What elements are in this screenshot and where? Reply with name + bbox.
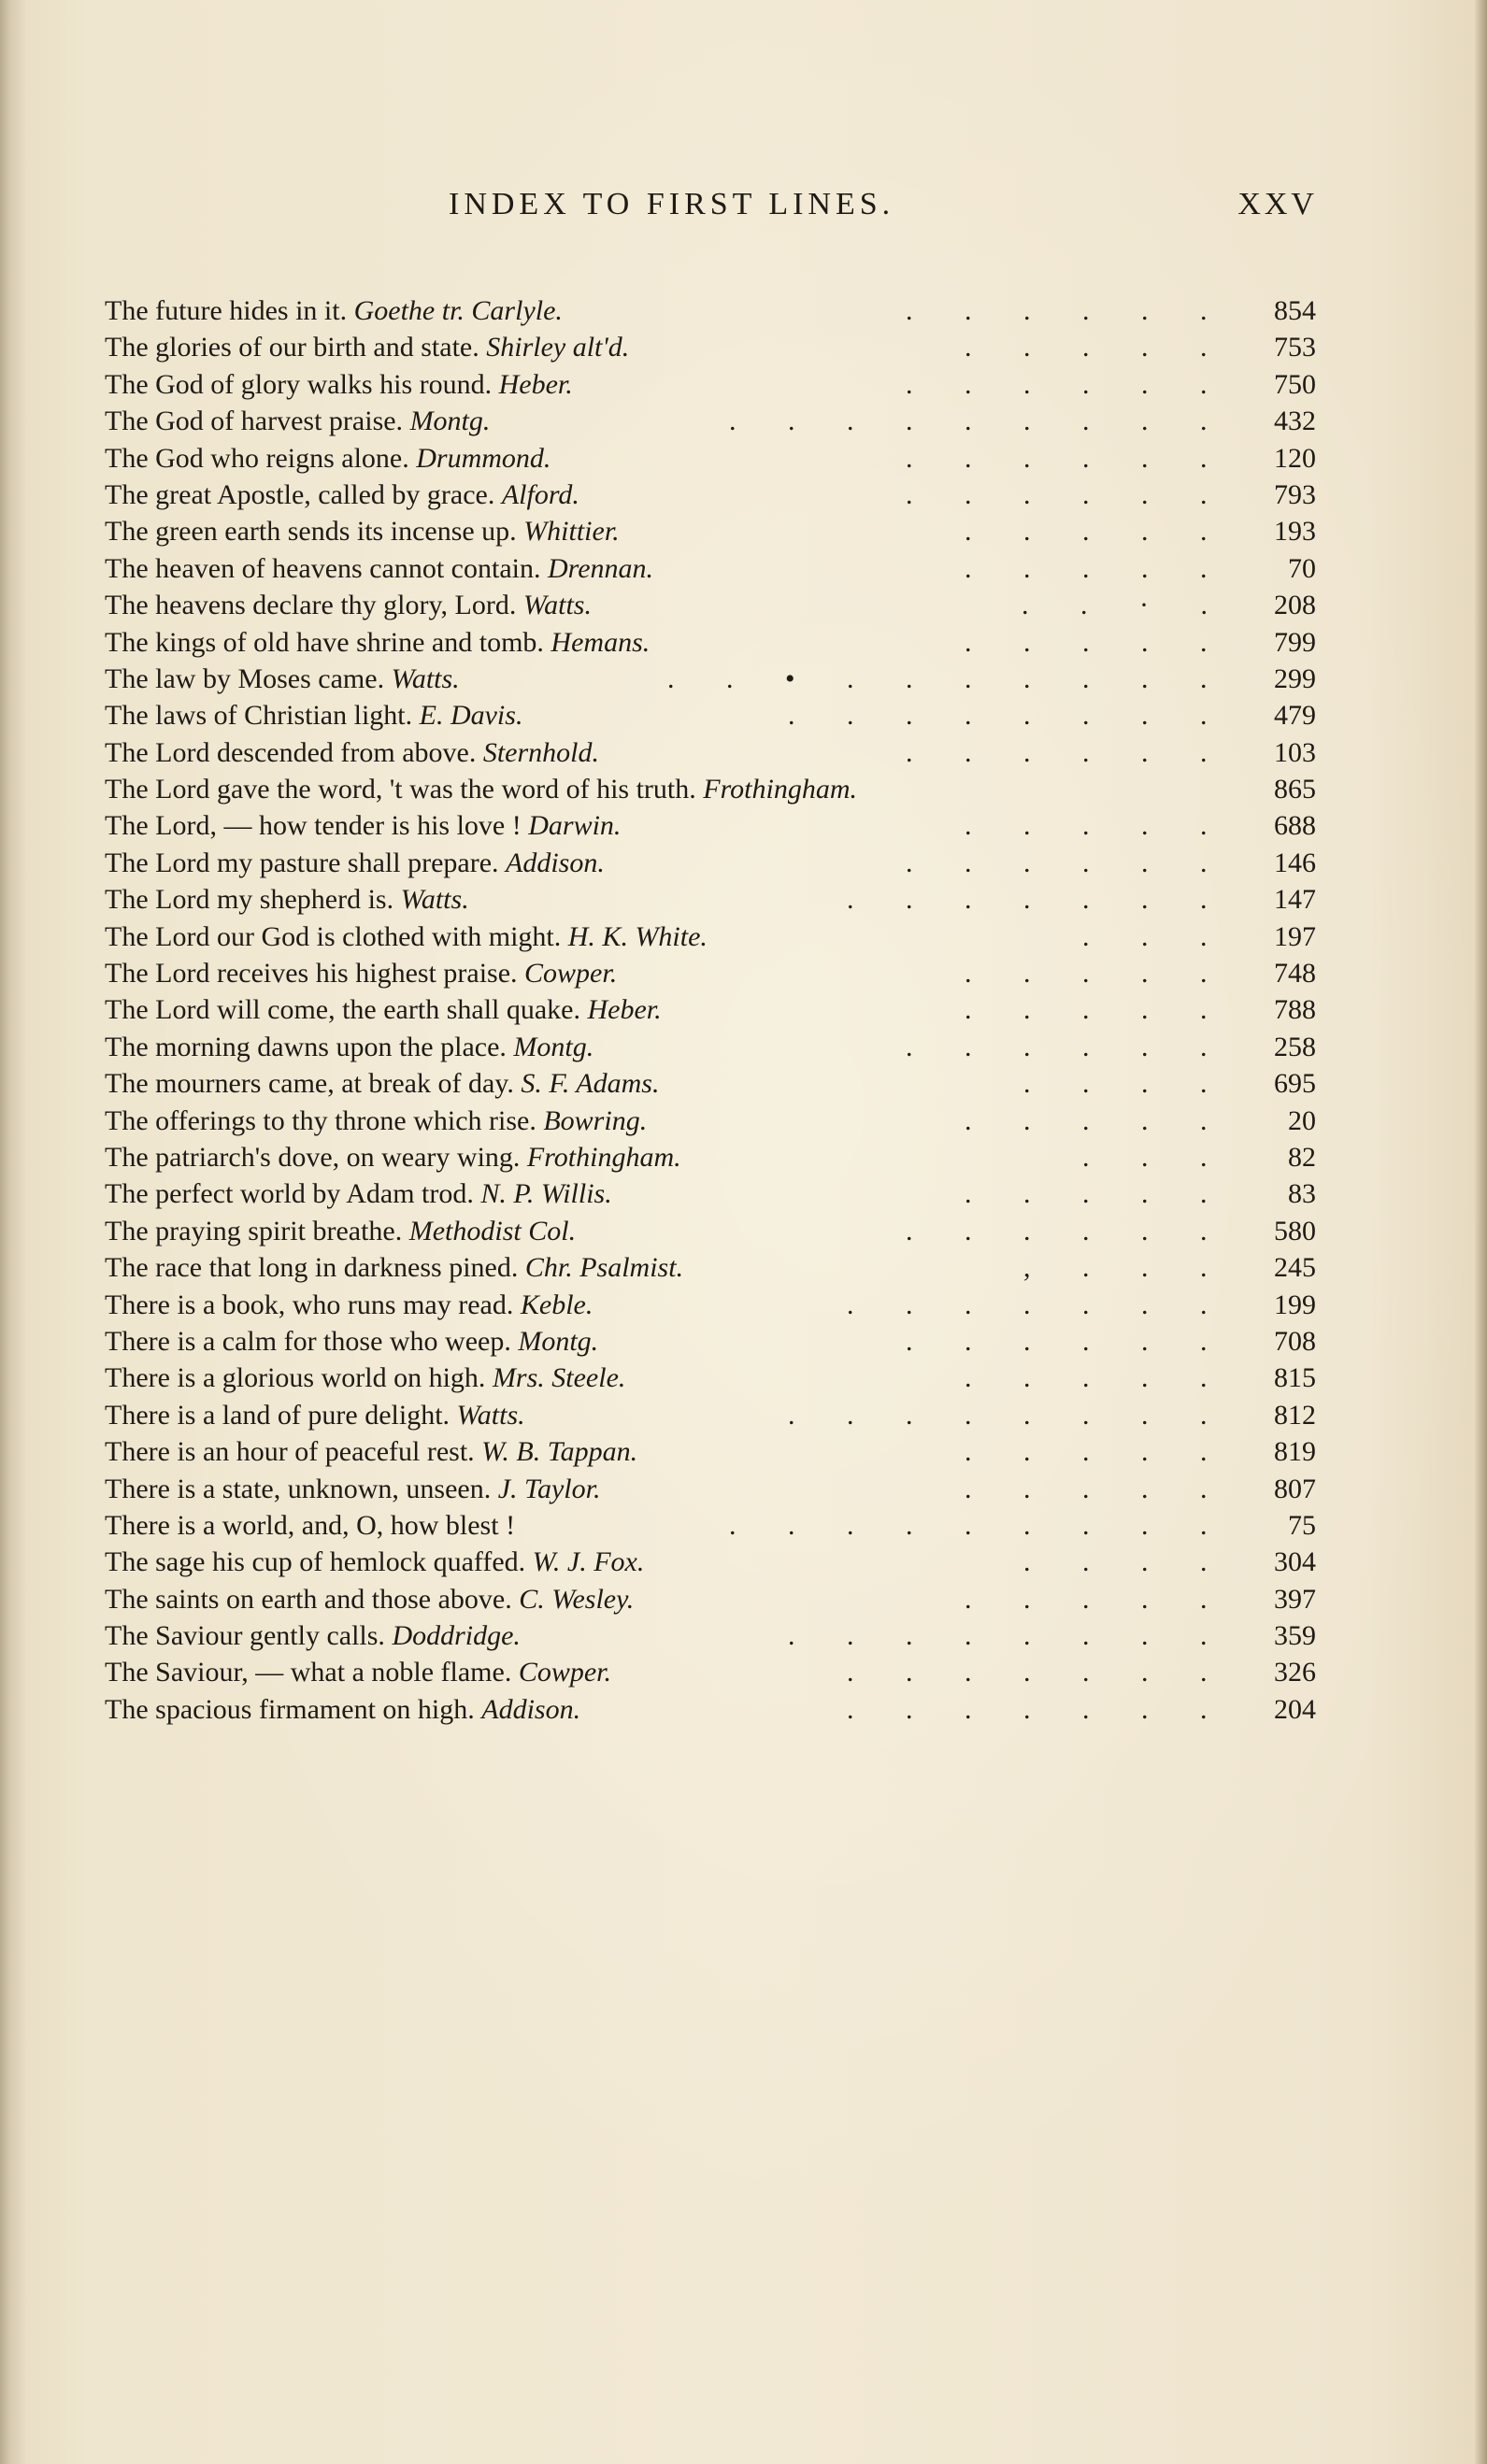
index-entry <box>105 661 1316 697</box>
first-line-text: The heaven of heavens cannot contain. <box>105 552 541 584</box>
dot-leaders: . . . . . <box>965 1583 1230 1615</box>
author-name: S. F. Adams. <box>521 1068 660 1100</box>
index-entry <box>105 1471 1316 1507</box>
author-name: Cowper. <box>524 958 618 990</box>
dot-leaders: . . . . . . . <box>847 1657 1230 1688</box>
page-number: 819 <box>1274 1436 1316 1468</box>
first-line-text: There is a land of pure delight. <box>105 1399 450 1431</box>
page-number: 812 <box>1274 1399 1316 1431</box>
first-line-text: The God of glory walks his round. <box>105 368 493 400</box>
entry-line <box>105 919 708 955</box>
page-number: 20 <box>1288 1104 1316 1136</box>
first-line-text: The sage his cup of hemlock quaffed. <box>105 1546 526 1578</box>
entry-line <box>105 624 650 661</box>
entry-line <box>105 513 620 549</box>
author-name: Drummond. <box>416 442 551 474</box>
page-number: 245 <box>1274 1252 1316 1284</box>
index-entry <box>105 807 1316 844</box>
entry-line <box>105 1323 598 1360</box>
page-number: 397 <box>1274 1583 1316 1615</box>
index-entry <box>105 881 1316 918</box>
first-line-text: The mourners came, at break of day. <box>105 1068 514 1100</box>
author-name: Watts. <box>456 1399 525 1431</box>
first-line-text: The law by Moses came. <box>105 662 385 694</box>
first-line-text: The Saviour, — what a noble flame. <box>105 1657 512 1688</box>
entry-line <box>105 955 617 991</box>
page-number: 479 <box>1274 700 1316 732</box>
author-name: Chr. Psalmist. <box>524 1252 684 1284</box>
dot-leaders: . . . . . <box>965 1362 1230 1394</box>
entry-line <box>105 1397 525 1433</box>
first-line-text: There is a state, unknown, unseen. <box>105 1473 492 1504</box>
first-line-text: The race that long in darkness pined. <box>105 1252 519 1284</box>
page-number: 70 <box>1288 552 1316 584</box>
entry-line <box>105 292 563 329</box>
entry-line <box>105 329 629 365</box>
dot-leaders: . . . . . . . . <box>788 1399 1230 1431</box>
page-number: 695 <box>1274 1068 1316 1100</box>
index-entry <box>105 1691 1316 1728</box>
index-entry <box>105 403 1316 439</box>
first-line-text: The Lord gave the word, 't was the word of his truth. <box>105 774 696 805</box>
index-entry <box>105 734 1316 771</box>
dot-leaders: . . . . . . . . <box>788 1620 1230 1652</box>
index-entry <box>105 919 1316 955</box>
dot-leaders: . . . . . . <box>906 1325 1230 1357</box>
dot-leaders: . . . . . . <box>906 478 1230 510</box>
entry-line <box>105 1581 634 1617</box>
dot-leaders: . . . . . <box>965 1104 1230 1136</box>
author-name: Heber. <box>587 994 662 1026</box>
dot-leaders: . . . . . <box>965 994 1230 1026</box>
page-number: 199 <box>1274 1289 1316 1320</box>
entry-line <box>105 697 522 734</box>
entry-line <box>105 1507 515 1544</box>
dot-leaders: . . . . . <box>965 516 1230 548</box>
dot-leaders: . . . . . <box>965 810 1230 842</box>
dot-leaders: . . . . . <box>965 1436 1230 1468</box>
page-number: 359 <box>1274 1620 1316 1652</box>
first-line-text: The future hides in it. <box>105 295 348 326</box>
entry-line <box>105 366 573 403</box>
first-line-text: The perfect world by Adam trod. <box>105 1178 474 1210</box>
entry-line <box>105 1287 593 1323</box>
spine-shadow <box>0 0 26 2464</box>
first-line-text: The green earth sends its incense up. <box>105 516 517 548</box>
index-entry <box>105 1213 1316 1249</box>
index-entry <box>105 1507 1316 1544</box>
dot-leaders: . . . . . <box>965 626 1230 658</box>
author-name: N. P. Willis. <box>480 1178 612 1210</box>
dot-leaders: . . . . . <box>965 332 1230 363</box>
index-entry <box>105 440 1316 477</box>
author-name: E. Davis. <box>419 700 523 732</box>
author-name: Watts. <box>400 884 469 916</box>
first-line-text: The great Apostle, called by grace. <box>105 478 495 510</box>
dot-leaders: . . . . . . . . . <box>729 1509 1230 1541</box>
author-name: Montg. <box>513 1031 594 1062</box>
entry-line <box>105 807 621 844</box>
author-name: Frothingham. <box>526 1141 681 1173</box>
page-number: 865 <box>1274 774 1316 805</box>
page-number: 708 <box>1274 1325 1316 1357</box>
page-header <box>103 187 1318 243</box>
author-name: Shirley alt'd. <box>486 332 630 363</box>
first-line-text: There is a book, who runs may read. <box>105 1289 514 1320</box>
first-line-text: The God of harvest praise. <box>105 406 404 437</box>
page-number: 193 <box>1274 516 1316 548</box>
entry-line <box>105 1433 637 1470</box>
entry-line <box>105 881 469 918</box>
dot-leaders: . . . . . . <box>906 1215 1230 1246</box>
entry-line <box>105 1691 580 1728</box>
first-line-text: The heavens declare thy glory, Lord. <box>105 590 517 621</box>
author-name: Addison. <box>506 847 605 878</box>
dot-leaders: . . . . . . <box>906 736 1230 768</box>
first-line-text: There is a world, and, O, how blest ! <box>105 1509 516 1541</box>
author-name: Watts. <box>522 590 592 621</box>
page-number: 748 <box>1274 958 1316 990</box>
dot-leaders: . . . . . . <box>906 847 1230 878</box>
index-entry <box>105 477 1316 513</box>
index-entry <box>105 1581 1316 1617</box>
first-line-text: The God who reigns alone. <box>105 442 409 474</box>
entry-line <box>105 845 605 881</box>
dot-leaders: . . . . . <box>965 552 1230 584</box>
entry-line <box>105 440 550 477</box>
index-entry <box>105 329 1316 365</box>
author-name: Goethe tr. Carlyle. <box>353 295 563 326</box>
index-entry <box>105 1323 1316 1360</box>
first-lines-index <box>105 292 1316 1728</box>
author-name: Watts. <box>391 662 460 694</box>
author-name: Whittier. <box>523 516 620 548</box>
author-name: C. Wesley. <box>519 1583 635 1615</box>
entry-line <box>105 403 490 439</box>
first-line-text: The praying spirit breathe. <box>105 1215 403 1246</box>
first-line-text: The Lord my pasture shall prepare. <box>105 847 499 878</box>
entry-line <box>105 771 857 807</box>
index-entry <box>105 587 1316 623</box>
entry-line <box>105 1471 600 1507</box>
dot-leaders: . . . . . . . <box>847 1289 1230 1320</box>
entry-line <box>105 1139 681 1175</box>
page-number: 807 <box>1274 1473 1316 1504</box>
page-number: 83 <box>1288 1178 1316 1210</box>
first-line-text: The patriarch's dove, on weary wing. <box>105 1141 521 1173</box>
index-entry <box>105 845 1316 881</box>
entry-line <box>105 1175 612 1212</box>
entry-line <box>105 1103 647 1139</box>
page-number: 82 <box>1288 1141 1316 1173</box>
index-entry <box>105 292 1316 329</box>
author-name: Drennan. <box>547 552 654 584</box>
author-name: Sternhold. <box>482 736 600 768</box>
index-entry <box>105 1249 1316 1286</box>
dot-leaders: . . . <box>1082 1141 1230 1173</box>
index-entry <box>105 1617 1316 1654</box>
first-line-text: The Lord will come, the earth shall quake. <box>105 994 580 1026</box>
entry-line <box>105 1213 576 1249</box>
page-number: 799 <box>1274 626 1316 658</box>
author-name: Cowper. <box>518 1657 612 1688</box>
author-name: Darwin. <box>528 810 622 842</box>
page-folio: XXV <box>1237 187 1318 221</box>
first-line-text: The glories of our birth and state. <box>105 332 479 363</box>
page-edge <box>1474 0 1487 2464</box>
page-number: 432 <box>1274 406 1316 437</box>
dot-leaders: . . . . . . <box>906 295 1230 326</box>
running-title: INDEX TO FIRST LINES. <box>449 187 895 221</box>
first-line-text: There is an hour of peaceful rest. <box>105 1436 475 1468</box>
dot-leaders: . . . . . <box>965 958 1230 990</box>
author-name: Frothingham. <box>703 774 857 805</box>
first-line-text: The Lord descended from above. <box>105 736 477 768</box>
page-number: 208 <box>1274 590 1316 621</box>
index-entry <box>105 1103 1316 1139</box>
first-line-text: The spacious firmament on high. <box>105 1693 475 1725</box>
author-name: W. J. Fox. <box>532 1546 645 1578</box>
author-name: Montg. <box>518 1325 599 1357</box>
author-name: Methodist Col. <box>408 1215 577 1246</box>
author-name: Alford. <box>501 478 579 510</box>
page-number: 75 <box>1288 1509 1316 1541</box>
page-number: 258 <box>1274 1031 1316 1062</box>
page-number: 750 <box>1274 368 1316 400</box>
dot-leaders: , . . . <box>1023 1252 1230 1284</box>
dot-leaders: . . . . . . . . . <box>729 406 1230 437</box>
entry-line <box>105 477 579 513</box>
page-number: 815 <box>1274 1362 1316 1394</box>
entry-line <box>105 1029 593 1065</box>
entry-line <box>105 587 592 623</box>
entry-line <box>105 1065 659 1102</box>
index-entry <box>105 550 1316 587</box>
index-entry <box>105 697 1316 734</box>
dot-leaders: . . . . <box>1023 1546 1230 1578</box>
first-line-text: The Lord receives his highest praise. <box>105 958 518 990</box>
dot-leaders: . . . . <box>1023 1068 1230 1100</box>
dot-leaders: . . · . <box>1022 590 1230 621</box>
page-number: 299 <box>1274 662 1316 694</box>
first-line-text: The laws of Christian light. <box>105 700 413 732</box>
page-number: 147 <box>1274 884 1316 916</box>
dot-leaders: . . . . . . . . <box>788 700 1230 732</box>
author-name: Doddridge. <box>392 1620 521 1652</box>
dot-leaders: . . . . . <box>965 1473 1230 1504</box>
entry-line <box>105 661 460 697</box>
index-entry <box>105 1654 1316 1690</box>
page-number: 103 <box>1274 736 1316 768</box>
dot-leaders: . . • . . . . . . . <box>667 662 1230 694</box>
dot-leaders: . . . . . . . <box>847 1693 1230 1725</box>
first-line-text: The morning dawns upon the place. <box>105 1031 507 1062</box>
first-line-text: The offerings to thy throne which rise. <box>105 1104 536 1136</box>
index-entry <box>105 1029 1316 1065</box>
author-name: Montg. <box>409 406 491 437</box>
entry-line <box>105 1360 625 1396</box>
first-line-text: The kings of old have shrine and tomb. <box>105 626 544 658</box>
page-number: 580 <box>1274 1215 1316 1246</box>
author-name: Keble. <box>520 1289 593 1320</box>
entry-line <box>105 1654 611 1690</box>
index-entry <box>105 991 1316 1028</box>
author-name: Mrs. Steele. <box>492 1362 626 1394</box>
entry-line <box>105 1249 683 1286</box>
page-number: 304 <box>1274 1546 1316 1578</box>
index-entry <box>105 513 1316 549</box>
dot-leaders: . . . . . . <box>906 1031 1230 1062</box>
author-name: J. Taylor. <box>497 1473 601 1504</box>
page-number: 753 <box>1274 332 1316 363</box>
first-line-text: The saints on earth and those above. <box>105 1583 512 1615</box>
dot-leaders: . . . . . . <box>906 442 1230 474</box>
index-entry <box>105 955 1316 991</box>
page-number: 688 <box>1274 810 1316 842</box>
dot-leaders: . . . . . . . <box>847 884 1230 916</box>
first-line-text: The Saviour gently calls. <box>105 1620 385 1652</box>
index-entry <box>105 1360 1316 1396</box>
page-number: 120 <box>1274 442 1316 474</box>
index-entry <box>105 1287 1316 1323</box>
page-number: 793 <box>1274 478 1316 510</box>
page-number: 204 <box>1274 1693 1316 1725</box>
page-number: 146 <box>1274 847 1316 878</box>
page-number: 197 <box>1274 920 1316 952</box>
dot-leaders: . . . . . . <box>906 368 1230 400</box>
author-name: H. K. White. <box>567 920 708 952</box>
author-name: Addison. <box>481 1693 581 1725</box>
index-entry <box>105 1433 1316 1470</box>
index-entry <box>105 1544 1316 1580</box>
index-entry <box>105 1065 1316 1102</box>
dot-leaders: . . . <box>1082 920 1230 952</box>
first-line-text: The Lord our God is clothed with might. <box>105 920 562 952</box>
entry-line <box>105 1544 644 1580</box>
entry-line <box>105 734 599 771</box>
first-line-text: The Lord, — how tender is his love ! <box>105 810 522 842</box>
first-line-text: The Lord my shepherd is. <box>105 884 394 916</box>
index-entry <box>105 366 1316 403</box>
author-name: Bowring. <box>543 1104 648 1136</box>
index-entry <box>105 1139 1316 1175</box>
index-entry <box>105 624 1316 661</box>
page-number: 788 <box>1274 994 1316 1026</box>
index-entry <box>105 771 1316 807</box>
index-entry <box>105 1175 1316 1212</box>
page-number: 854 <box>1274 295 1316 326</box>
entry-line <box>105 991 662 1028</box>
index-entry <box>105 1397 1316 1433</box>
dot-leaders: . . . . . <box>965 1178 1230 1210</box>
entry-line <box>105 550 653 587</box>
first-line-text: There is a calm for those who weep. <box>105 1325 511 1357</box>
author-name: Hemans. <box>550 626 651 658</box>
page-number: 326 <box>1274 1657 1316 1688</box>
first-line-text: There is a glorious world on high. <box>105 1362 486 1394</box>
author-name: Heber. <box>498 368 573 400</box>
entry-line <box>105 1617 521 1654</box>
author-name: W. B. Tappan. <box>481 1436 638 1468</box>
